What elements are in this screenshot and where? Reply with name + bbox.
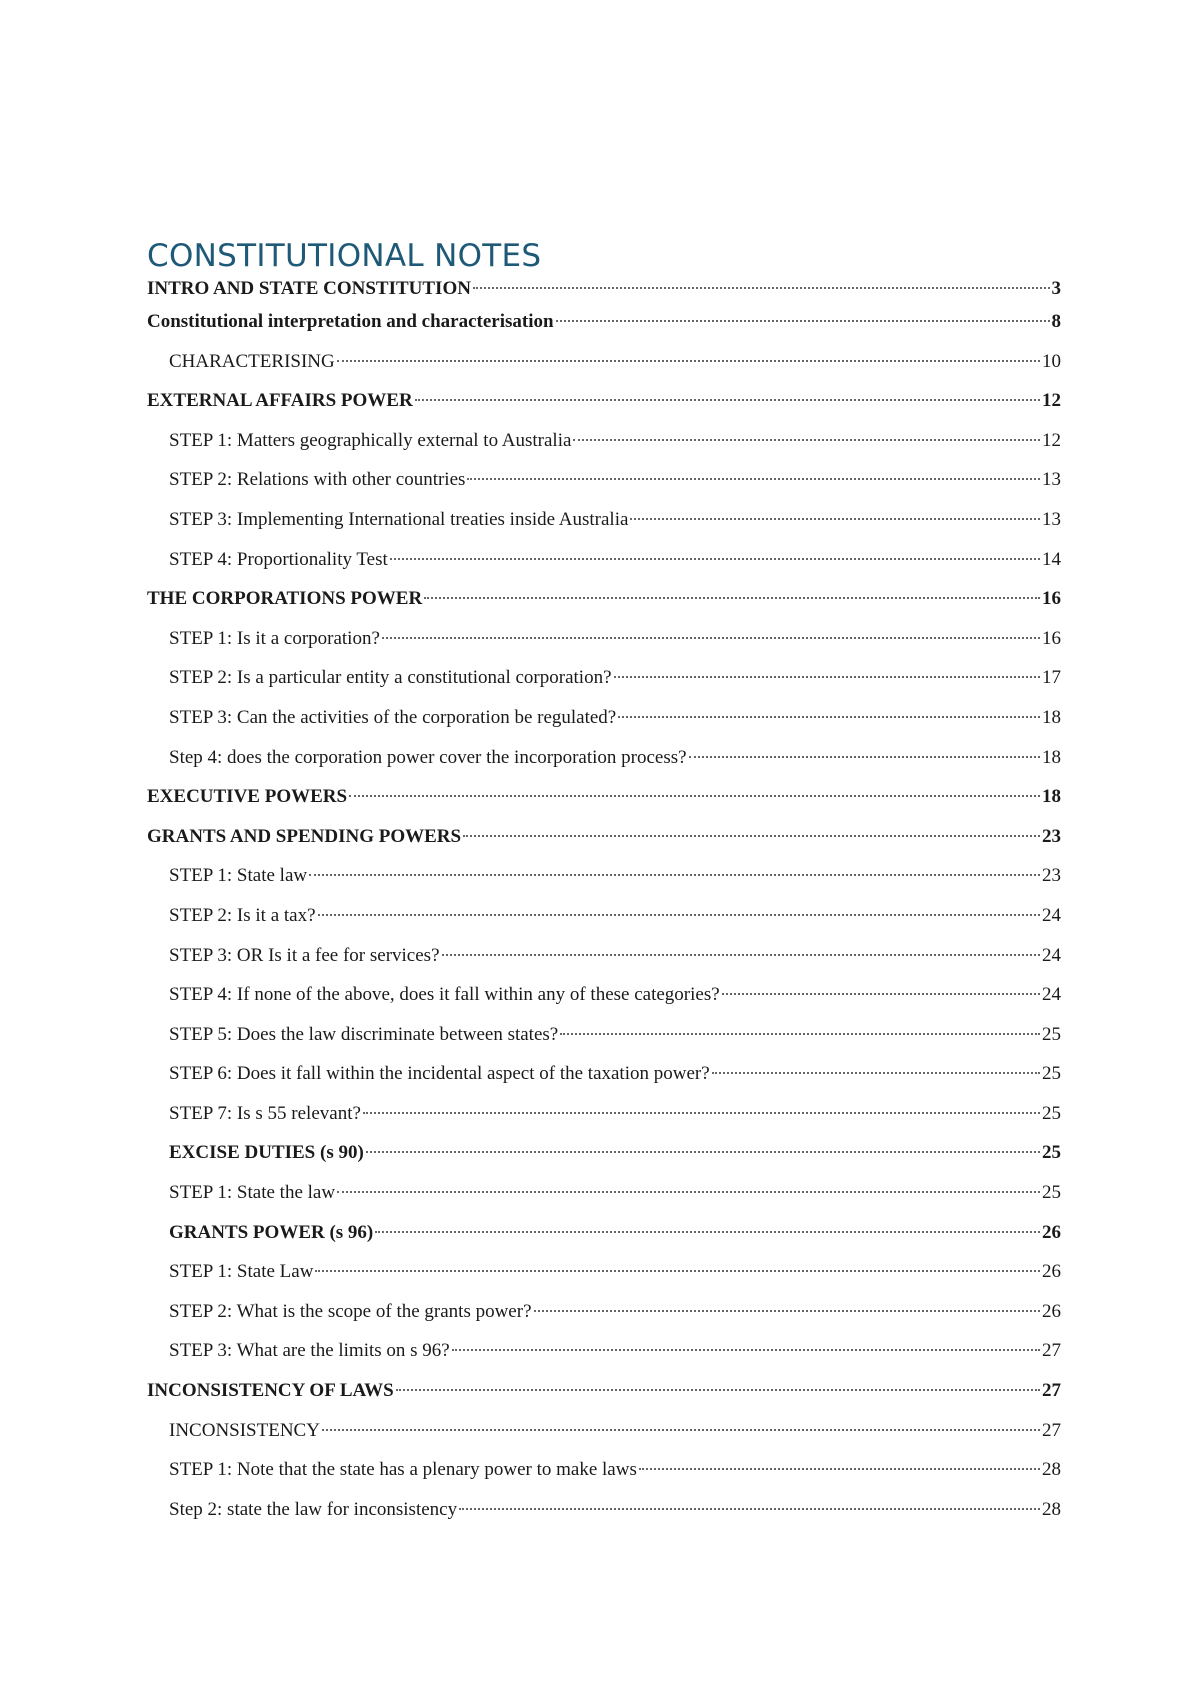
toc-page-number: 16 [1042,627,1061,649]
toc-entry[interactable] [147,896,1061,936]
toc-page-number: 26 [1042,1221,1061,1243]
dot-leader [363,1112,1040,1114]
toc-entry-text: STEP 7: Is s 55 relevant? [169,1102,361,1124]
toc-page-number: 8 [1051,311,1061,332]
toc-entry[interactable] [147,1094,1061,1134]
dot-leader [639,1468,1040,1470]
dot-leader [463,835,1040,837]
toc-page-number: 25 [1042,1102,1061,1124]
toc-page-number: 25 [1042,1023,1061,1045]
toc-entry[interactable] [147,1173,1061,1213]
toc-entry[interactable] [147,302,1061,342]
toc-entry-text: STEP 3: Can the activities of the corporation be regulated? [169,706,617,728]
dot-leader [315,1270,1040,1272]
toc-entry-text: STEP 3: What are the limits on s 96? [169,1340,450,1362]
toc-entry-text: STEP 4: Proportionality Test [169,548,388,570]
dot-leader [560,1033,1040,1035]
toc-page-number: 18 [1042,706,1061,728]
dot-leader [556,320,1050,322]
toc-entry[interactable] [147,1054,1061,1094]
toc-entry[interactable] [147,540,1061,580]
toc-entry-text: STEP 1: Note that the state has a plenary power to make laws [169,1459,637,1481]
dot-leader [630,518,1040,520]
toc-page-number: 16 [1042,588,1061,610]
toc-entry[interactable] [147,658,1061,698]
dot-leader [396,1389,1040,1391]
toc-entry-text: STEP 2: What is the scope of the grants power? [169,1300,532,1322]
toc-page-number: 25 [1042,1063,1061,1085]
toc-entry[interactable] [147,460,1061,500]
toc-entry-text: Step 2: state the law for inconsistency [169,1498,458,1520]
page-title: CONSTITUTIONAL NOTES [147,238,542,274]
toc-entry[interactable] [147,342,1061,382]
toc-entry[interactable] [147,421,1061,461]
toc-entry-text: EXTERNAL AFFAIRS POWER [147,390,413,412]
dot-leader [415,399,1040,401]
toc-page-number: 3 [1051,278,1061,299]
toc-entry-text: INCONSISTENCY OF LAWS [147,1380,394,1402]
toc-page-number: 17 [1042,667,1061,689]
toc-page-number: 18 [1042,746,1061,768]
toc-page-number: 24 [1042,984,1061,1006]
dot-leader [442,954,1041,956]
toc-entry-text: Constitutional interpretation and characterisation [147,311,554,332]
toc-page-number: 14 [1042,548,1061,570]
toc-entry[interactable] [147,1213,1061,1253]
toc-page-number: 23 [1042,865,1061,887]
toc-entry-text: STEP 2: Is a particular entity a constitutional corporation? [169,667,612,689]
toc-page-number: 27 [1042,1340,1061,1362]
toc-page-number: 27 [1042,1380,1061,1402]
dot-leader [689,756,1040,758]
toc-page-number: 18 [1042,786,1061,808]
toc-entry-text: STEP 1: State law [169,865,308,887]
toc-entry[interactable] [147,1490,1061,1530]
toc-entry-text: Step 4: does the corporation power cover the incorporation process? [169,746,687,768]
toc-entry-text: INTRO AND STATE CONSTITUTION [147,278,471,299]
toc-entry-text: STEP 2: Relations with other countries [169,469,466,491]
toc-entry[interactable] [147,1133,1061,1173]
toc-entry-text: GRANTS AND SPENDING POWERS [147,825,462,847]
table-of-contents [147,236,1061,1529]
toc-entry-text: STEP 3: OR Is it a fee for services? [169,944,440,966]
toc-page-number: 28 [1042,1459,1061,1481]
toc-entry-text: EXCISE DUTIES (s 90) [169,1142,364,1164]
toc-entry[interactable] [147,1331,1061,1371]
toc-entry-text: EXECUTIVE POWERS [147,786,348,808]
toc-entry[interactable] [147,276,1061,302]
toc-page-number: 26 [1042,1261,1061,1283]
toc-page-number: 24 [1042,904,1061,926]
dot-leader [382,637,1040,639]
toc-page-number: 23 [1042,825,1061,847]
dot-leader [390,558,1040,560]
toc-entry-text: CHARACTERISING [169,350,335,372]
toc-page-number: 26 [1042,1300,1061,1322]
dot-leader [473,287,1050,289]
toc-entry[interactable] [147,975,1061,1015]
toc-page-number: 13 [1042,508,1061,530]
dot-leader [614,676,1040,678]
toc-page-number: 25 [1042,1182,1061,1204]
dot-leader [573,439,1040,441]
toc-entry-text: THE CORPORATIONS POWER [147,588,423,610]
dot-leader [424,597,1040,599]
toc-entry[interactable] [147,579,1061,619]
toc-entry-text: STEP 4: If none of the above, does it fall within any of these categories? [169,984,720,1006]
toc-entry-text: STEP 1: State Law [169,1261,314,1283]
toc-entry-text: STEP 1: State the law [169,1182,336,1204]
toc-entry[interactable] [147,698,1061,738]
toc-entry-text: STEP 5: Does the law discriminate between states? [169,1023,559,1045]
toc-entry-text: STEP 1: Is it a corporation? [169,627,380,649]
dot-leader [618,716,1040,718]
dot-leader [349,795,1040,797]
toc-entry[interactable] [147,1015,1061,1055]
dot-leader [337,360,1040,362]
dot-leader [375,1231,1040,1233]
toc-page-number: 27 [1042,1419,1061,1441]
dot-leader [337,1191,1040,1193]
toc-entry[interactable] [147,1371,1061,1411]
toc-entry-text: STEP 1: Matters geographically external to Australia [169,429,572,451]
toc-page-number: 24 [1042,944,1061,966]
toc-page-number: 12 [1042,390,1061,412]
toc-entry[interactable] [147,1450,1061,1490]
dot-leader [366,1151,1040,1153]
toc-entry[interactable] [147,777,1061,817]
toc-page-number: 28 [1042,1498,1061,1520]
toc-entry[interactable] [147,1292,1061,1332]
toc-entry[interactable] [147,381,1061,421]
toc-page-number: 13 [1042,469,1061,491]
dot-leader [459,1508,1040,1510]
toc-page-number: 12 [1042,429,1061,451]
toc-entry-text: STEP 6: Does it fall within the incidental aspect of the taxation power? [169,1063,710,1085]
dot-leader [322,1429,1040,1431]
toc-entry-text: STEP 3: Implementing International treaties inside Australia [169,508,629,530]
toc-entry[interactable] [147,1411,1061,1451]
toc-entry[interactable] [147,738,1061,778]
toc-entry[interactable] [147,817,1061,857]
dot-leader [467,478,1040,480]
toc-page-number: 10 [1042,350,1061,372]
toc-entry[interactable] [147,500,1061,540]
toc-entry-text: INCONSISTENCY [169,1419,320,1441]
toc-entry-text: STEP 2: Is it a tax? [169,904,316,926]
toc-entry[interactable] [147,856,1061,896]
toc-entry[interactable] [147,936,1061,976]
dot-leader [309,874,1040,876]
toc-entry[interactable] [147,1252,1061,1292]
dot-leader [318,914,1040,916]
toc-entry-text: GRANTS POWER (s 96) [169,1221,374,1243]
toc-entry[interactable] [147,619,1061,659]
toc-page-number: 25 [1042,1142,1061,1164]
dot-leader [534,1310,1040,1312]
dot-leader [722,993,1040,995]
dot-leader [452,1349,1040,1351]
dot-leader [712,1072,1040,1074]
